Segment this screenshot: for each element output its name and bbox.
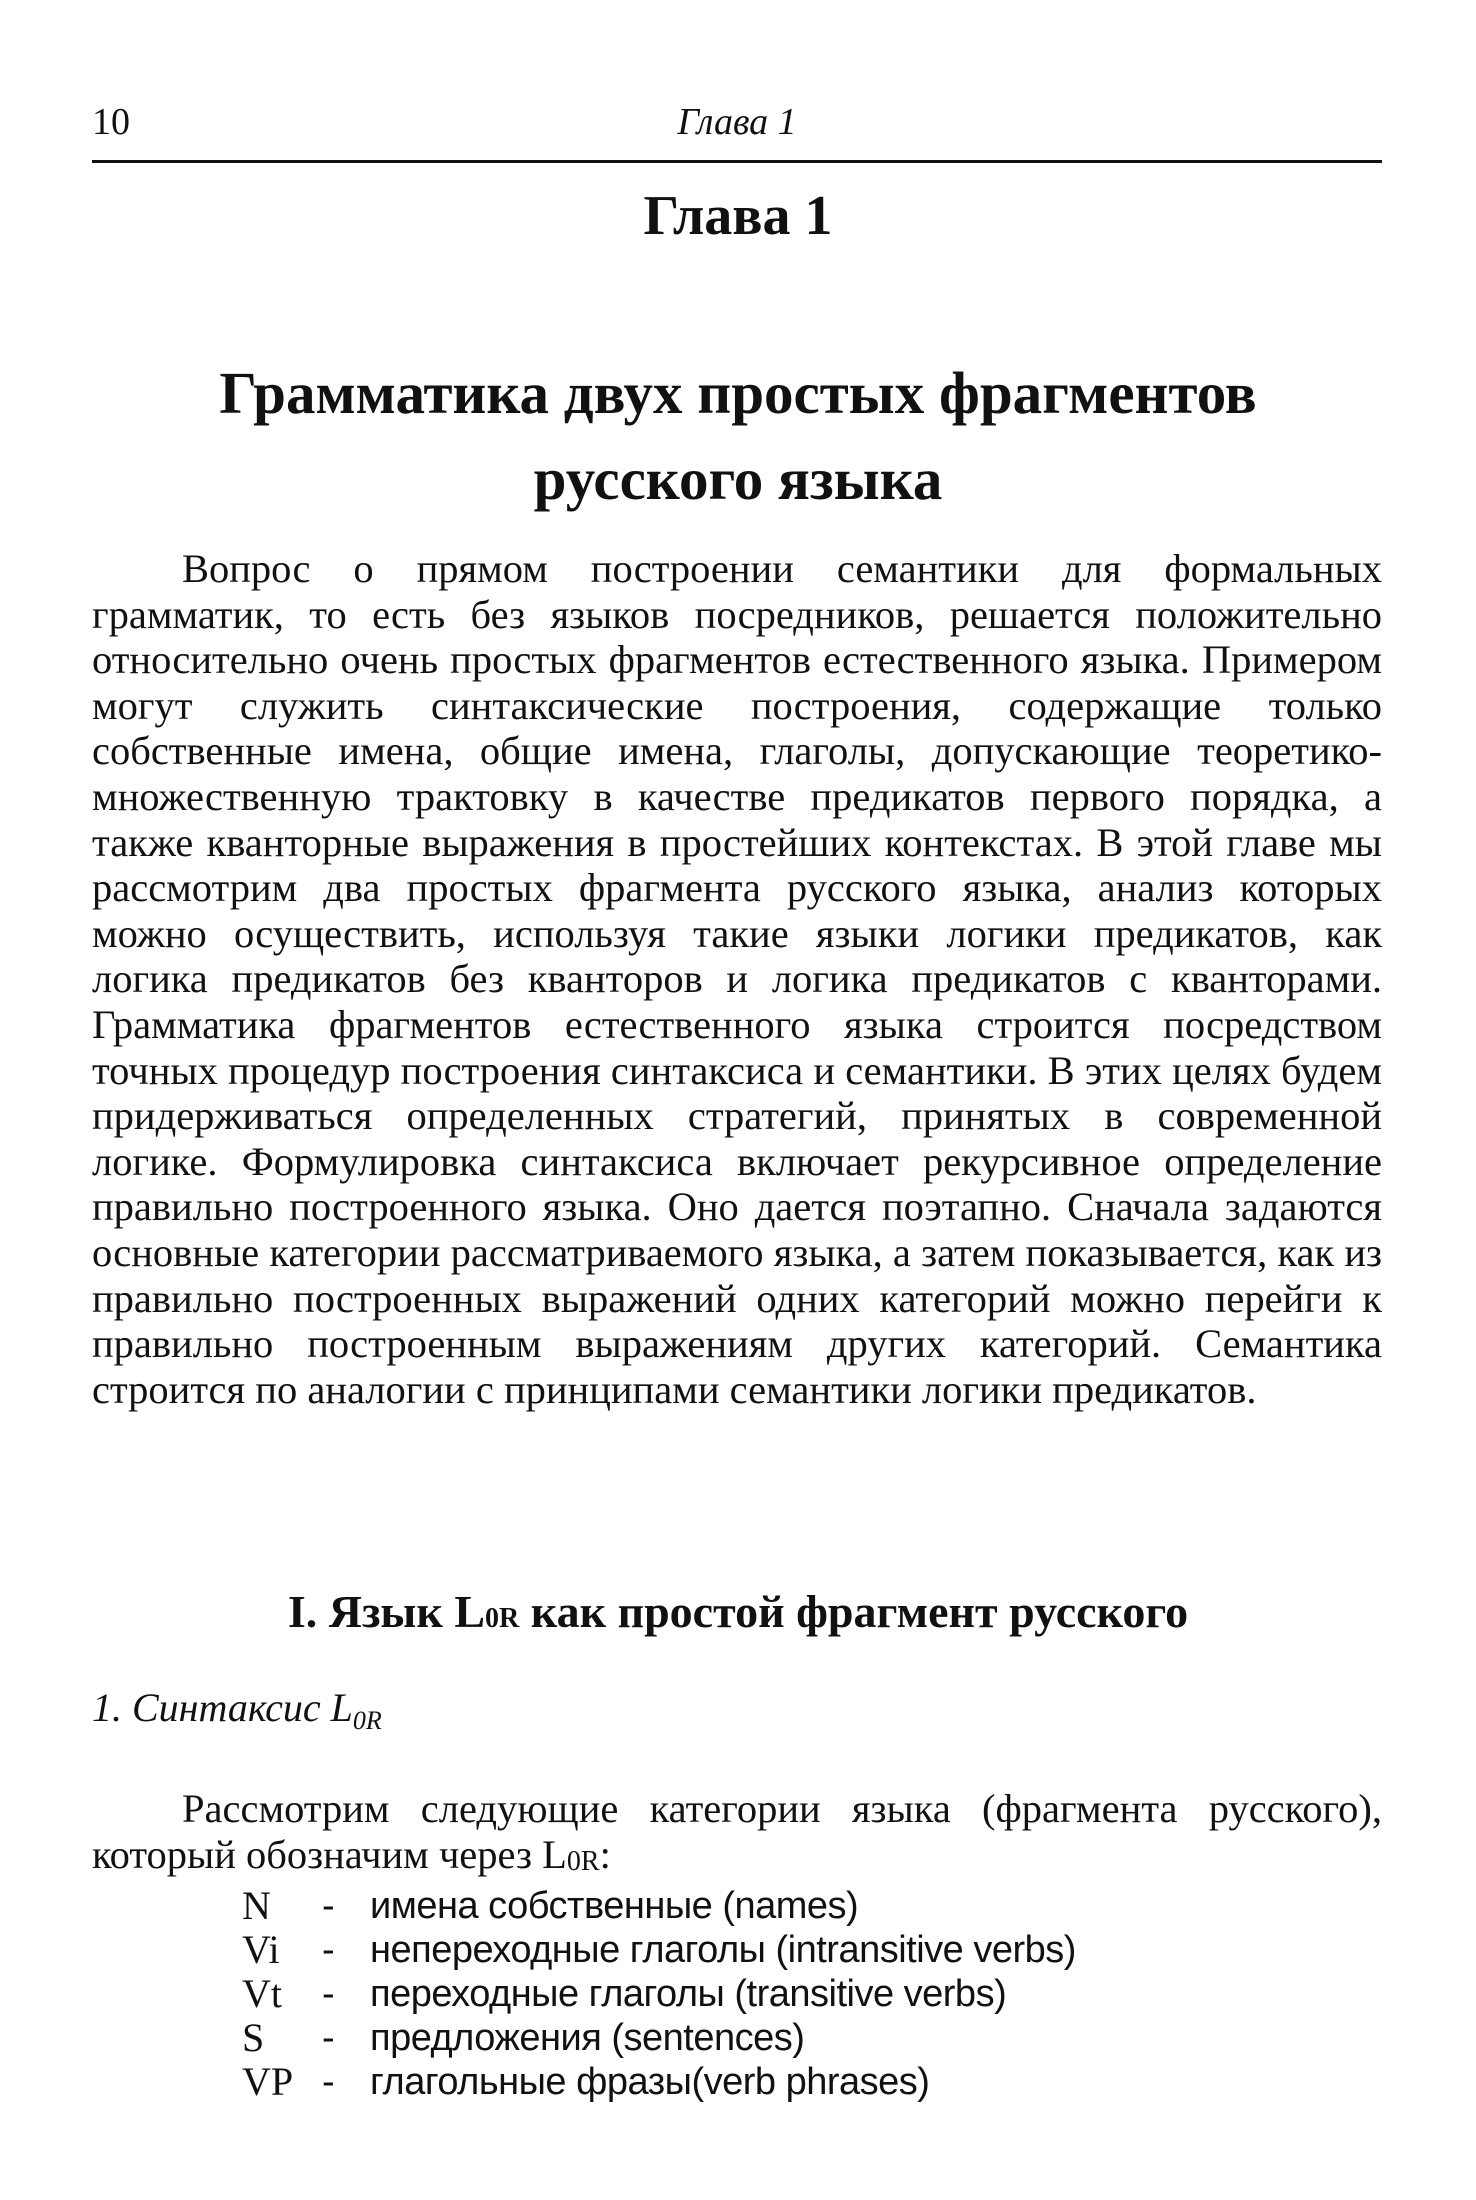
chapter-title-line-1: Грамматика двух простых фрагментов [219,360,1257,426]
category-item-vi [242,1928,1342,1972]
category-symbol: N [242,1883,271,1928]
subsection-heading [92,1682,382,1747]
chapter-title [0,350,1476,522]
category-symbol: S [242,2015,265,2060]
intro-text-after: : [599,1832,611,1877]
category-dash: - [322,2017,335,2059]
section-heading-subscript: 0R [485,1603,520,1634]
category-dash: - [322,2061,335,2103]
category-item-vt [242,1972,1342,2016]
category-description: переходные глаголы (transitive verbs) [370,1973,1007,2015]
subsection-heading-prefix: 1. Синтаксис L [92,1685,353,1730]
body-paragraph: Вопрос о прямом построении семантики для формальных грамматик, то есть без языков посредников, решается положительно относительно очень простых фрагментов естественного языка. Примером могут служить синтаксические построения, содержащие только собственные имена, общие имена, глаголы, допускающие теоретико-множественную трактовку в качестве предикатов первого порядка, а также кванторные выражения в простейших контекстах. В этой главе мы рассмотрим два простых фрагмента русского языка, анализ которых можно осуществить, используя такие языки логики предикатов, как логика предикатов без кванторов и логика предикатов с кванторами. Грамматика фрагментов естественного языка строится посредством точных процедур построения синтаксиса и семантики. В этих целях будем придерживаться определенных стратегий, принятых в современной логике. Формулировка синтаксиса включает рекурсивное определение правильно построенного языка. Оно дается поэтапно. Сначала задаются основные категории рассматриваемого языка, а затем показывается, как из правильно построенных выражений одних категорий можно перейги к правильно построенным выражениям других категорий. Семантика строится по аналогии с принципами семантики логики предикатов. [92,546,1382,1412]
category-dash: - [322,1973,335,2015]
category-item-n [242,1884,1342,1928]
section-heading [0,1580,1476,1651]
category-description: предложения (sentences) [370,2017,805,2059]
category-description: глагольные фразы(verb phrases) [370,2061,930,2103]
category-symbol: VP [242,2059,294,2104]
category-dash: - [322,1885,335,1927]
chapter-title-line-2: русского языка [533,446,943,512]
running-header [92,96,1382,163]
category-list [242,1884,1342,2104]
category-item-s [242,2016,1342,2060]
intro-subscript: 0R [566,1846,600,1877]
category-description: имена собственные (names) [370,1885,859,1927]
intro-paragraph [92,1786,1382,1885]
chapter-label: Глава 1 [643,185,833,247]
running-title: Глава 1 [677,101,797,143]
category-dash: - [322,1929,335,1971]
page-number: 10 [92,101,130,143]
category-description: непереходные глаголы (intransitive verbs) [370,1929,1076,1971]
intro-text-before: Рассмотрим следующие категории языка (фрагмента русского), который обозначим через L [92,1786,1382,1877]
category-symbol: Vi [242,1927,280,1972]
category-symbol: Vt [242,1971,282,2016]
section-heading-suffix: как простой фрагмент русского [519,1586,1189,1637]
category-item-vp [242,2060,1342,2104]
section-heading-prefix: I. Язык L [287,1586,486,1637]
subsection-heading-subscript: 0R [352,1706,382,1735]
